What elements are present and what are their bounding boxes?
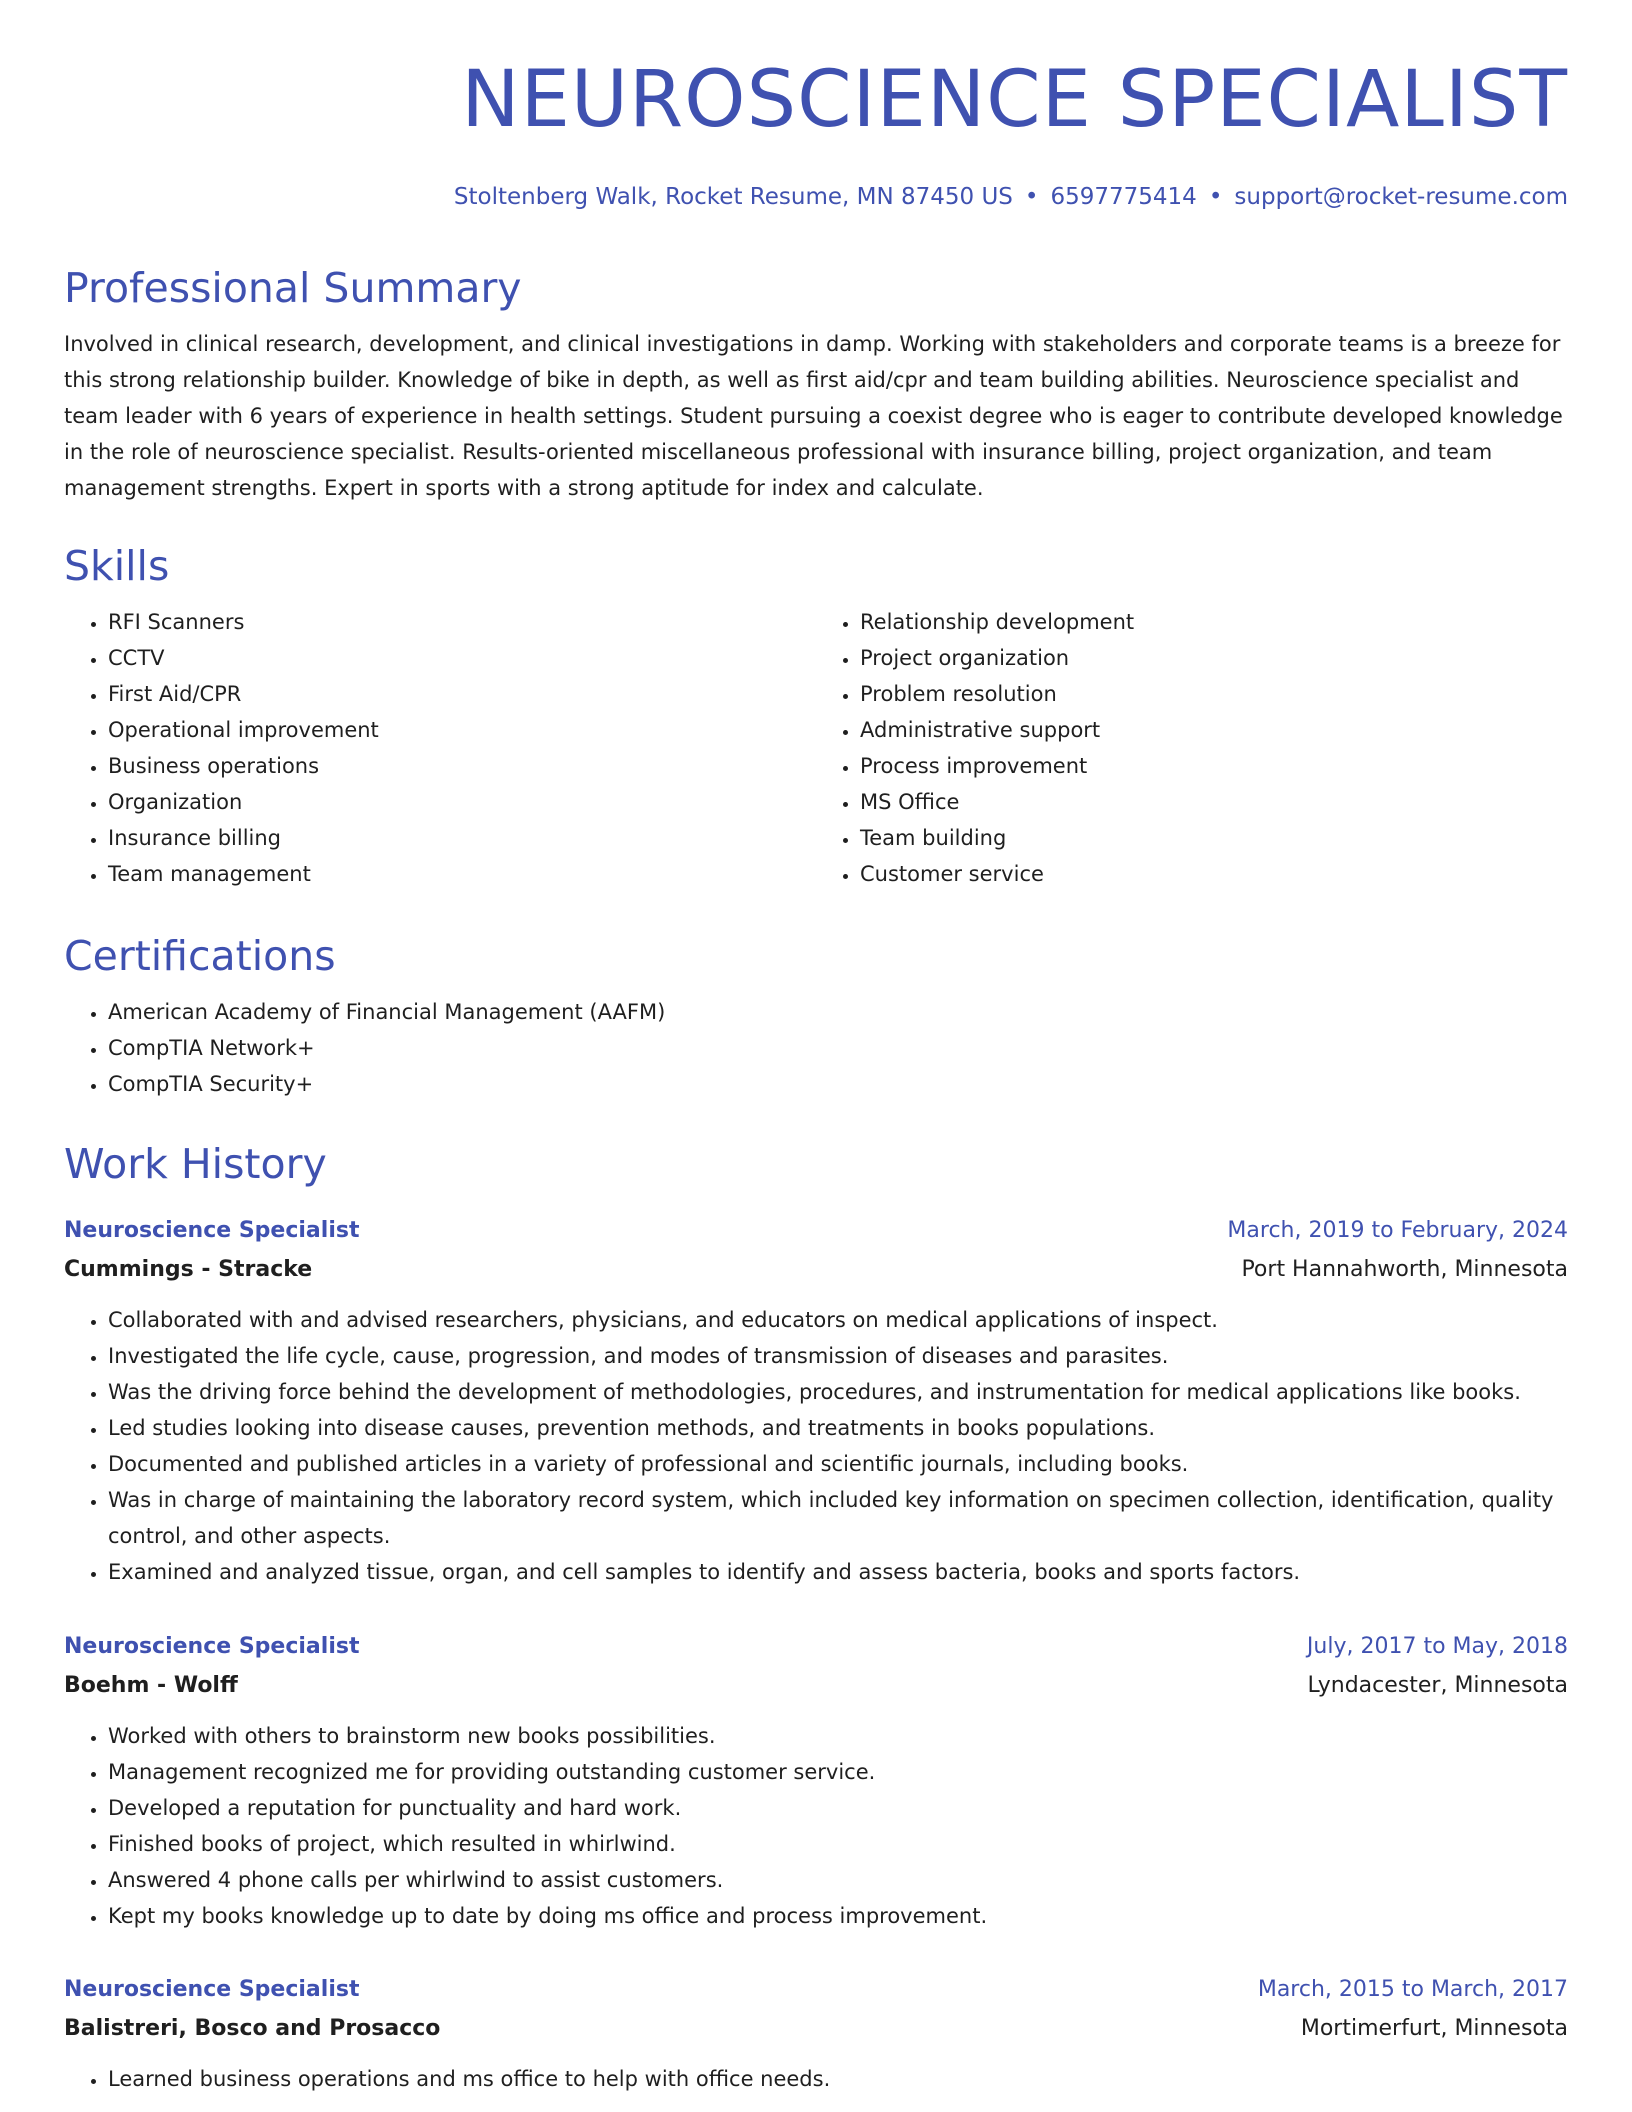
job-duty: • Collaborated with and advised researchers, physicians, and educators on medical applications of inspect. bbox=[108, 1302, 1568, 1338]
job-duty: • Learned business operations and ms office to help with office needs. bbox=[108, 2061, 1568, 2097]
work-history-section bbox=[64, 1136, 1568, 1192]
job-duty: • Documented and published articles in a variety of professional and scientific journals, including books. bbox=[108, 1446, 1568, 1482]
skill-item: • Customer service bbox=[860, 856, 1568, 892]
skill-item: • Project organization bbox=[860, 640, 1568, 676]
skills-section bbox=[64, 538, 1568, 892]
skill-item: • Insurance billing bbox=[108, 820, 816, 856]
job-duty: • Was in charge of maintaining the laboratory record system, which included key information on specimen collection, identification, quality control, and other aspects. bbox=[108, 1482, 1568, 1554]
job-duty: • Kept my books knowledge up to date by doing ms office and process improvement. bbox=[108, 1898, 1568, 1934]
contact-email[interactable]: support@rocket-resume.com bbox=[1234, 184, 1568, 210]
skills-list-right bbox=[816, 604, 1568, 892]
contact-address: Stoltenberg Walk, Rocket Resume, MN 87450 US bbox=[453, 184, 1013, 210]
job-entry bbox=[64, 1971, 1568, 2097]
skill-item: • Organization bbox=[108, 784, 816, 820]
job-title: Neuroscience Specialist bbox=[64, 1977, 360, 2002]
job-duty: • Worked with others to brainstorm new books possibilities. bbox=[108, 1718, 1568, 1754]
contact-separator: • bbox=[1208, 184, 1223, 210]
certifications-list bbox=[64, 994, 1568, 1102]
certification-item: • American Academy of Financial Management (AAFM) bbox=[108, 994, 1568, 1030]
job-location: Lyndacester, Minnesota bbox=[1307, 1673, 1568, 1698]
job-duty: • Examined and analyzed tissue, organ, and cell samples to identify and assess bacteria, books and sports factors. bbox=[108, 1554, 1568, 1590]
job-title-row bbox=[64, 1212, 1568, 1250]
job-dates: March, 2015 to March, 2017 bbox=[1257, 1977, 1568, 2002]
job-duty: • Developed a reputation for punctuality and hard work. bbox=[108, 1790, 1568, 1826]
contact-line bbox=[454, 180, 1568, 214]
job-location: Port Hannahworth, Minnesota bbox=[1241, 1257, 1568, 1282]
job-title-row bbox=[64, 1971, 1568, 2009]
skill-item: • MS Office bbox=[860, 784, 1568, 820]
skill-item: • Team building bbox=[860, 820, 1568, 856]
job-dates: March, 2019 to February, 2024 bbox=[1227, 1218, 1568, 1243]
skill-item: • RFI Scanners bbox=[108, 604, 816, 640]
contact-separator: • bbox=[1024, 184, 1039, 210]
job-company: Balistreri, Bosco and Prosacco bbox=[64, 2016, 441, 2041]
job-duty: • Investigated the life cycle, cause, progression, and modes of transmission of diseases and parasites. bbox=[108, 1338, 1568, 1374]
certification-item: • CompTIA Security+ bbox=[108, 1066, 1568, 1102]
summary-section bbox=[64, 260, 1568, 506]
job-duty: • Was the driving force behind the development of methodologies, procedures, and instrumentation for medical applications like books. bbox=[108, 1374, 1568, 1410]
job-duties-list bbox=[64, 2061, 1568, 2097]
job-duty: • Led studies looking into disease causes, prevention methods, and treatments in books populations. bbox=[108, 1410, 1568, 1446]
certification-item: • CompTIA Network+ bbox=[108, 1030, 1568, 1066]
skills-heading: Skills bbox=[64, 542, 170, 590]
job-duty: • Finished books of project, which resulted in whirlwind. bbox=[108, 1826, 1568, 1862]
skill-item: • Business operations bbox=[108, 748, 816, 784]
job-company-row bbox=[64, 2009, 1568, 2049]
job-duties-list bbox=[64, 1302, 1568, 1590]
skill-item: • Problem resolution bbox=[860, 676, 1568, 712]
job-title: Neuroscience Specialist bbox=[64, 1634, 360, 1659]
job-location: Mortimerfurt, Minnesota bbox=[1300, 2016, 1568, 2041]
job-company: Boehm - Wolff bbox=[64, 1673, 238, 1698]
skill-item: • Relationship development bbox=[860, 604, 1568, 640]
skill-item: • Operational improvement bbox=[108, 712, 816, 748]
job-title: Neuroscience Specialist bbox=[64, 1218, 360, 1243]
resume-name: NEUROSCIENCE SPECIALIST bbox=[461, 55, 1568, 145]
job-duties-list bbox=[64, 1718, 1568, 1934]
job-title-row bbox=[64, 1628, 1568, 1666]
skill-item: • First Aid/CPR bbox=[108, 676, 816, 712]
summary-text: Involved in clinical research, development, and clinical investigations in damp. Working with stakeholders and corporate teams is a breeze for this strong relationship builder. Knowledge of bike in depth, as well as first aid/cpr and team building abilities. Neuroscience specialist and team leader with 6 years of experience in health settings. Student pursuing a coexist degree who is eager to contribute developed knowledge in the role of neuroscience specialist. Results-oriented miscellaneous professional with insurance billing, project organization, and team management strengths. Expert in sports with a strong aptitude for index and calculate. bbox=[64, 332, 1563, 500]
job-company: Cummings - Stracke bbox=[64, 1257, 313, 1282]
job-entry bbox=[64, 1628, 1568, 1934]
skills-columns bbox=[64, 594, 1568, 892]
skills-list-left bbox=[64, 604, 816, 892]
job-duty: • Management recognized me for providing outstanding customer service. bbox=[108, 1754, 1568, 1790]
skill-item: • Team management bbox=[108, 856, 816, 892]
job-company-row bbox=[64, 1250, 1568, 1290]
contact-phone: 6597775414 bbox=[1050, 184, 1197, 210]
job-entry bbox=[64, 1212, 1568, 1590]
certifications-heading: Certifications bbox=[64, 932, 336, 980]
job-company-row bbox=[64, 1666, 1568, 1706]
skill-item: • CCTV bbox=[108, 640, 816, 676]
certifications-section bbox=[64, 928, 1568, 1102]
skill-item: • Process improvement bbox=[860, 748, 1568, 784]
skill-item: • Administrative support bbox=[860, 712, 1568, 748]
summary-heading: Professional Summary bbox=[64, 264, 522, 312]
work-history-heading: Work History bbox=[64, 1140, 327, 1188]
job-duty: • Answered 4 phone calls per whirlwind to assist customers. bbox=[108, 1862, 1568, 1898]
job-dates: July, 2017 to May, 2018 bbox=[1306, 1634, 1568, 1659]
